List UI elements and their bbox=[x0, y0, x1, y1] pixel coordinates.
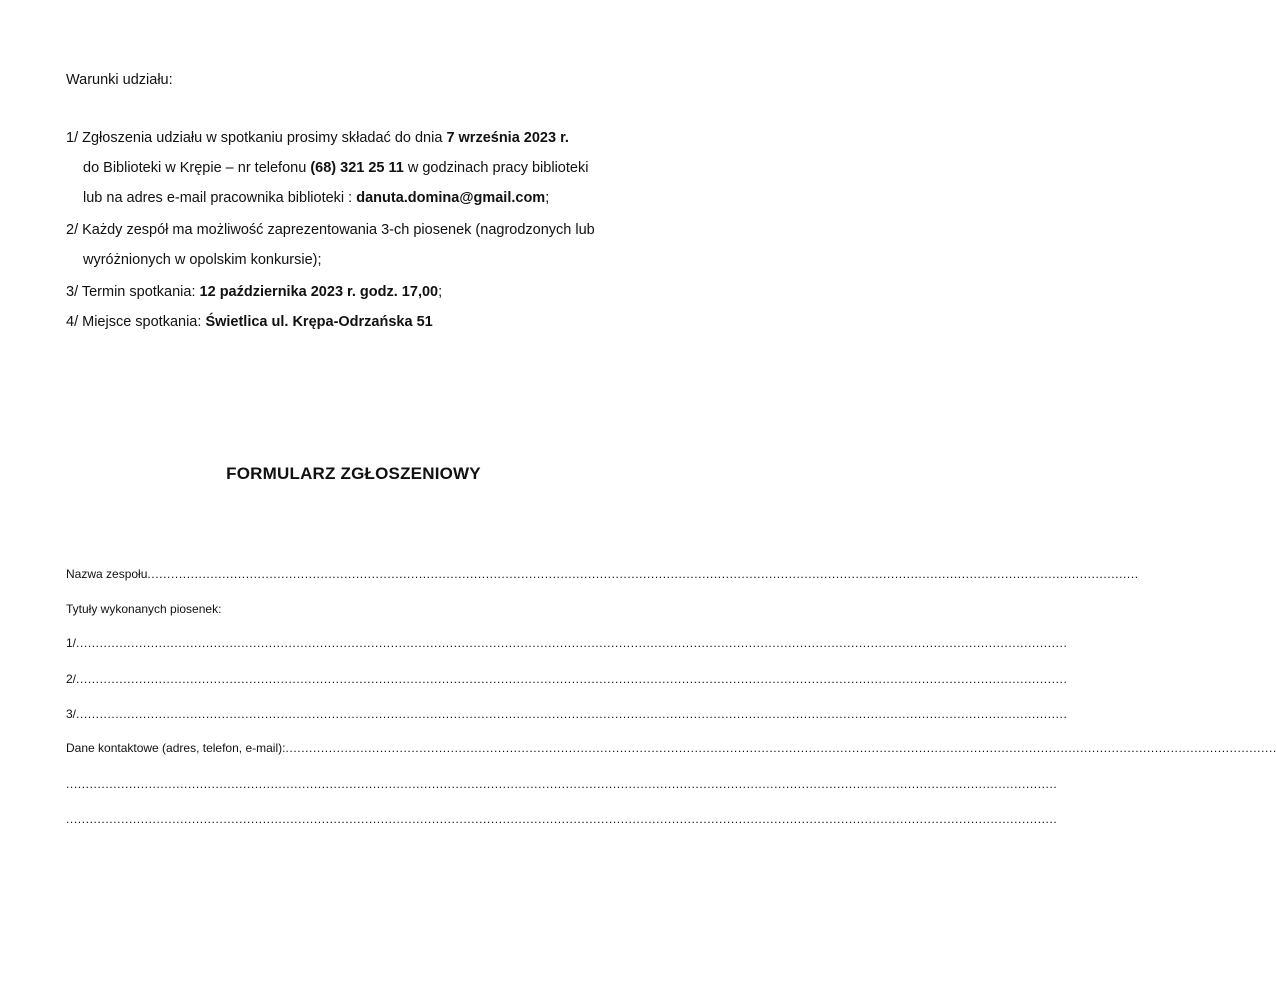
condition-3 bbox=[66, 283, 442, 301]
contact-field[interactable] bbox=[66, 740, 1277, 756]
song-1-field[interactable] bbox=[66, 635, 1068, 651]
condition-1-text: 1/ Zgłoszenia udziału w spotkaniu prosimy składać do dnia bbox=[66, 130, 447, 146]
form-title: FORMULARZ ZGŁOSZENIOWY bbox=[226, 464, 481, 483]
contact-blank[interactable]: ............................................................................................................................................................................................................................................................ bbox=[285, 741, 1277, 755]
condition-2-line-1: 2/ Każdy zespół ma możliwość zaprezentowania 3-ch piosenek (nagrodzonych lub bbox=[66, 222, 595, 238]
condition-3-text: 3/ Termin spotkania: bbox=[66, 284, 200, 300]
song-1-label: 1/ bbox=[66, 636, 77, 650]
songs-label: Tytuły wykonanych piosenek: bbox=[66, 602, 222, 616]
contact-label: Dane kontaktowe (adres, telefon, e-mail): bbox=[66, 741, 286, 755]
deadline-date: 7 września 2023 r. bbox=[446, 130, 569, 146]
conditions-heading: Warunki udziału: bbox=[66, 72, 173, 88]
contact-extra-blank-2[interactable]: ............................................................................................................................................................................................................................................................ bbox=[66, 812, 1058, 826]
meeting-date: 12 października 2023 r. godz. 17,00 bbox=[199, 284, 439, 300]
song-2-field[interactable] bbox=[66, 671, 1068, 687]
condition-2-line-2: wyróżnionych w opolskim konkursie); bbox=[83, 252, 322, 268]
song-3-label: 3/ bbox=[66, 707, 77, 721]
email-address[interactable]: danuta.domina@gmail.com bbox=[356, 190, 546, 206]
contact-extra-blank-1[interactable]: ............................................................................................................................................................................................................................................................ bbox=[66, 777, 1058, 791]
condition-4-text: 4/ Miejsce spotkania: bbox=[66, 314, 206, 330]
condition-1-text: ; bbox=[545, 190, 550, 206]
condition-1-text: lub na adres e-mail pracownika biblioteki : bbox=[83, 190, 357, 206]
condition-3-text: ; bbox=[438, 284, 443, 300]
song-1-blank[interactable]: ............................................................................................................................................................................................................................................................ bbox=[76, 636, 1068, 650]
condition-1-line-2 bbox=[83, 159, 588, 177]
band-name-blank[interactable]: ............................................................................................................................................................................................................................................................ bbox=[147, 567, 1139, 581]
song-3-field[interactable] bbox=[66, 706, 1068, 722]
condition-1-line-1 bbox=[66, 129, 569, 147]
song-2-blank[interactable]: ............................................................................................................................................................................................................................................................ bbox=[76, 672, 1068, 686]
phone-number: (68) 321 25 11 bbox=[310, 160, 404, 176]
condition-1-text: do Biblioteki w Krępie – nr telefonu bbox=[83, 160, 311, 176]
song-3-blank[interactable]: ............................................................................................................................................................................................................................................................ bbox=[76, 707, 1068, 721]
meeting-place: Świetlica ul. Krępa-Odrzańska 51 bbox=[205, 314, 433, 330]
condition-1-line-3 bbox=[83, 189, 549, 207]
contact-extra-field-1[interactable] bbox=[66, 776, 1058, 792]
condition-1-text: w godzinach pracy biblioteki bbox=[403, 160, 589, 176]
band-name-label: Nazwa zespołu bbox=[66, 567, 148, 581]
contact-extra-field-2[interactable] bbox=[66, 811, 1058, 827]
song-2-label: 2/ bbox=[66, 672, 77, 686]
band-name-field[interactable] bbox=[66, 566, 1139, 582]
condition-4 bbox=[66, 313, 433, 331]
